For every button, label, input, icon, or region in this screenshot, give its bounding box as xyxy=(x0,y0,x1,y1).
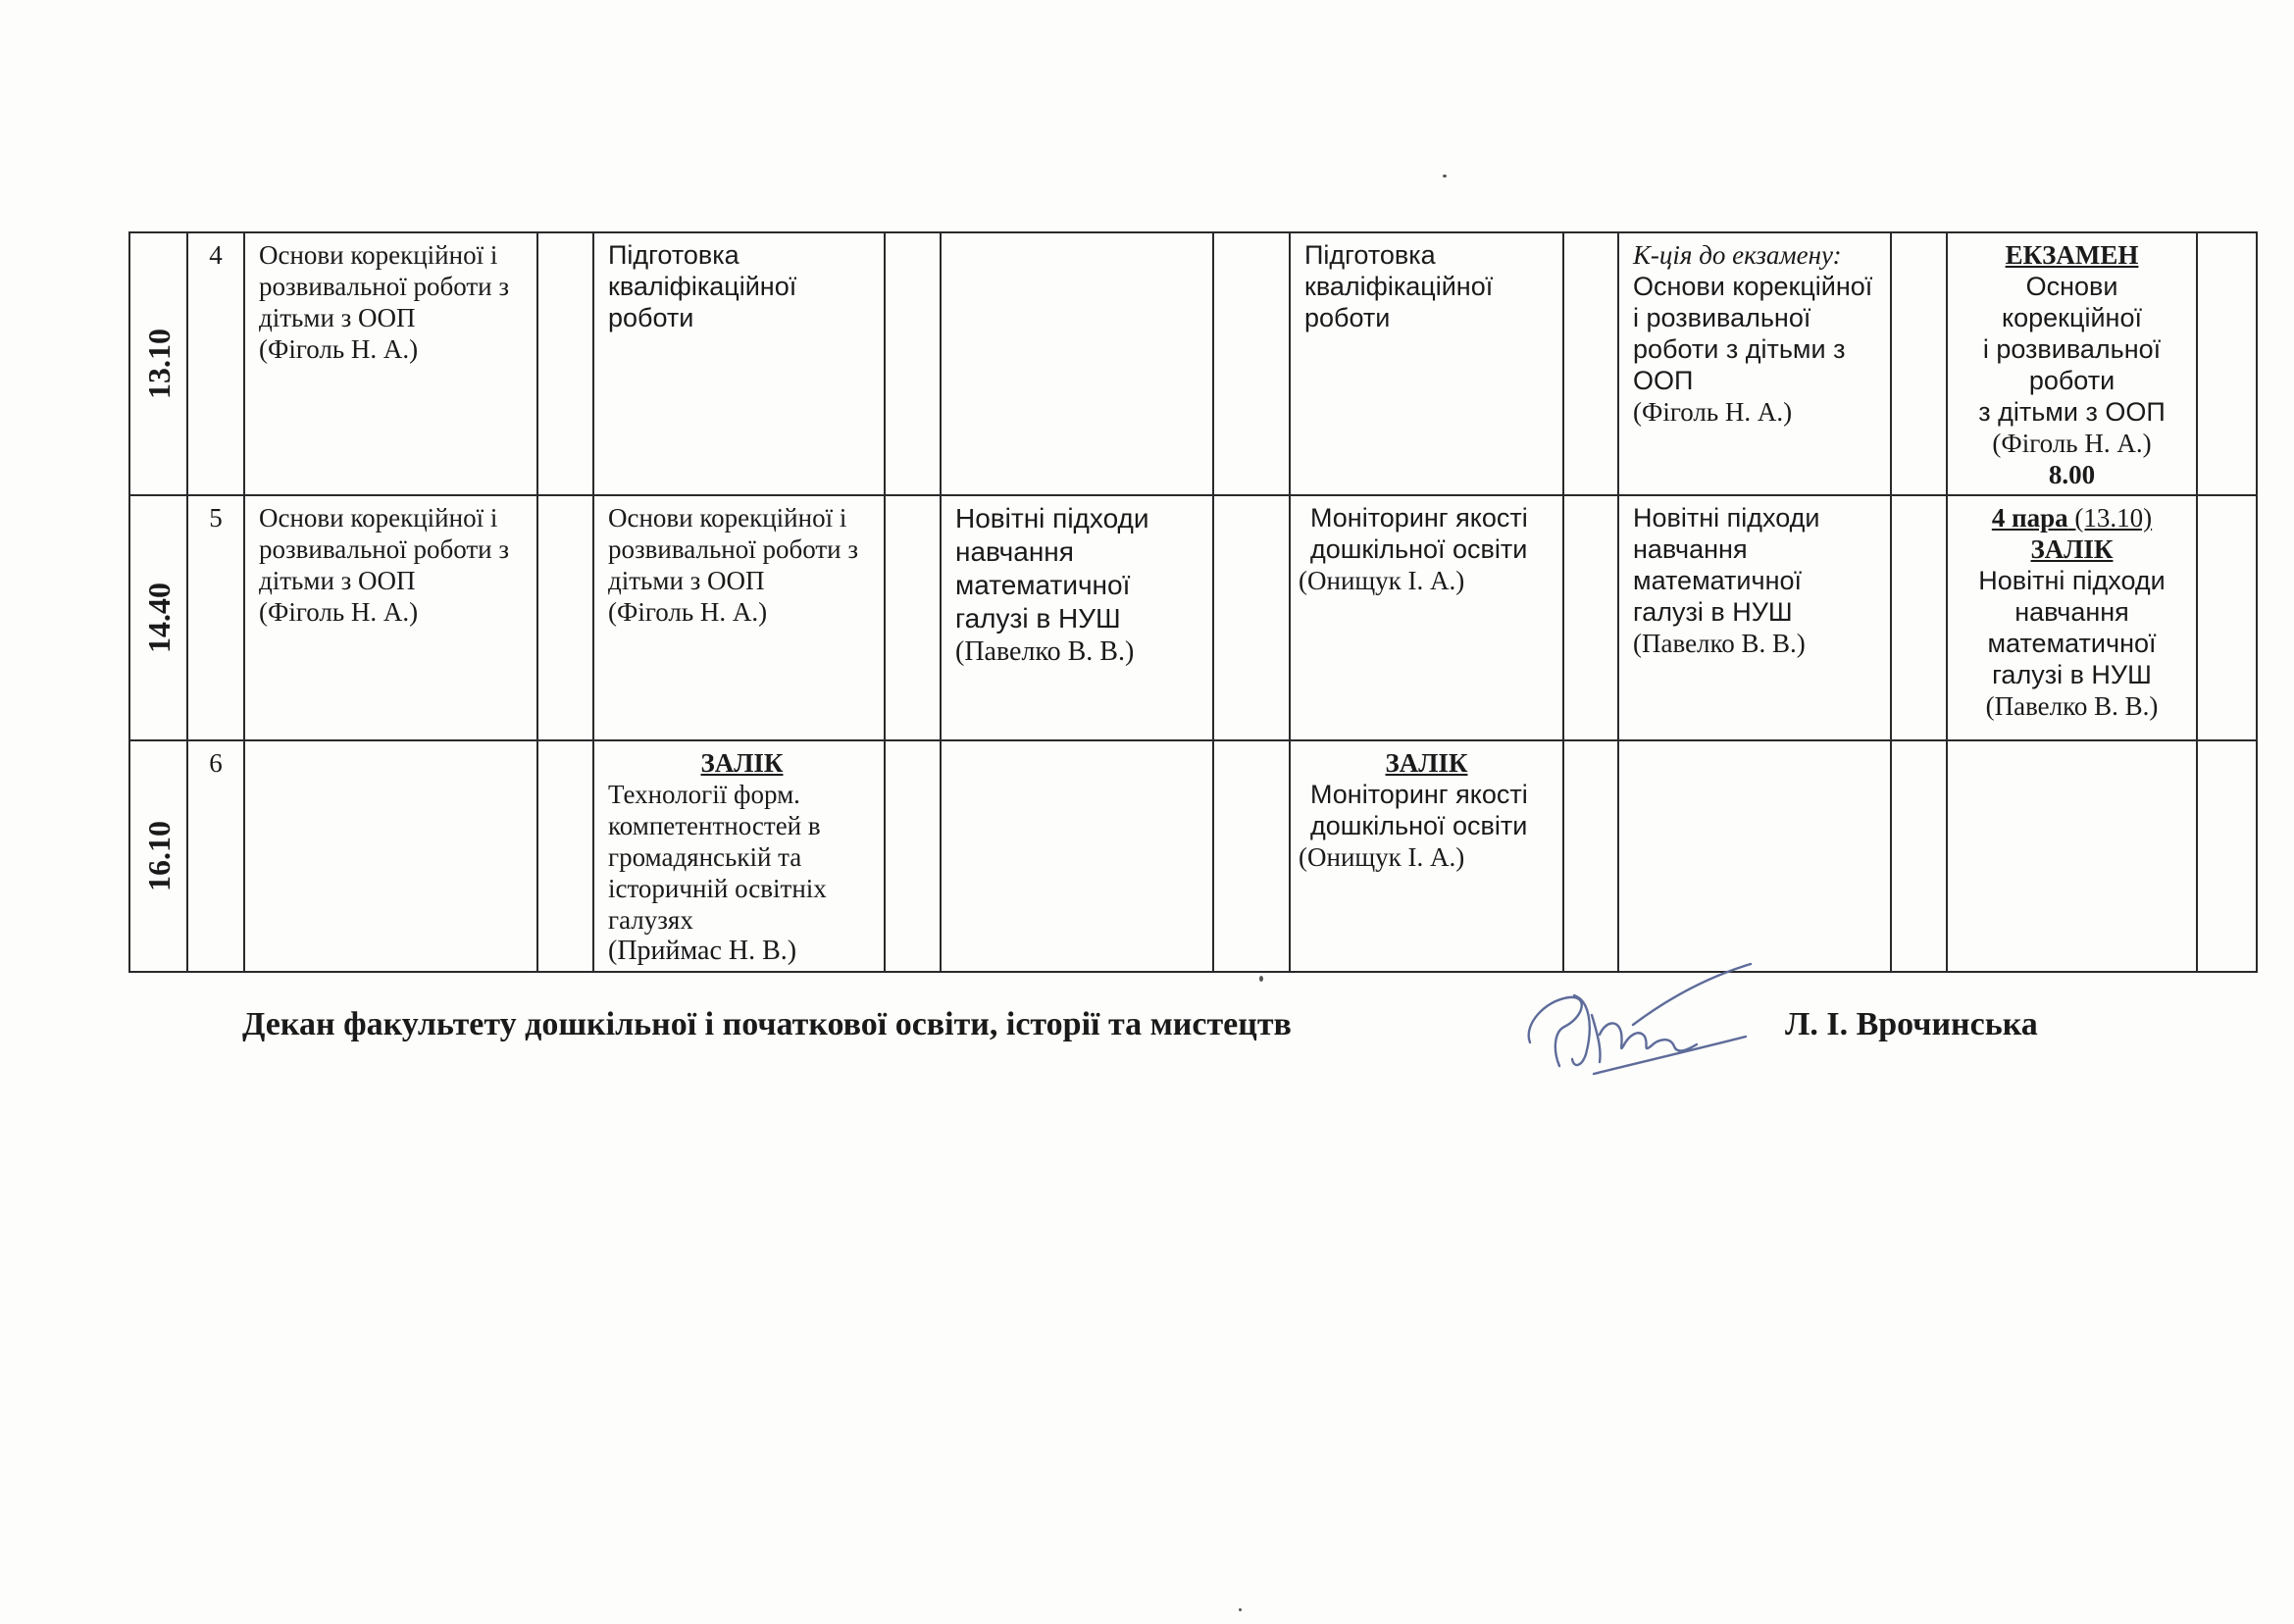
time-cell: 16.10 xyxy=(129,740,187,972)
dean-title: Декан факультету дошкільної і початкової освіти, історії та мистецтв xyxy=(242,1006,1292,1042)
empty-cell xyxy=(1563,740,1618,972)
empty-cell xyxy=(2197,232,2257,495)
pair-number: 4 xyxy=(187,232,244,495)
lesson-cell: К-ція до екзамену: Основи корекційної і розвивальної роботи з дітьми з ООП (Фіголь Н. А.) xyxy=(1618,232,1891,495)
empty-cell xyxy=(1213,495,1290,740)
pair-number: 6 xyxy=(187,740,244,972)
table-row xyxy=(129,232,2257,495)
empty-cell xyxy=(885,740,941,972)
pair-number: 5 xyxy=(187,495,244,740)
empty-cell xyxy=(537,495,593,740)
empty-cell xyxy=(2197,740,2257,972)
schedule-table xyxy=(128,231,2258,973)
empty-cell xyxy=(1891,740,1947,972)
scan-speck xyxy=(1259,976,1263,982)
table-row xyxy=(129,495,2257,740)
empty-cell xyxy=(537,232,593,495)
empty-cell xyxy=(1618,740,1891,972)
time-cell: 14.40 xyxy=(129,495,187,740)
signature-image xyxy=(1515,956,1770,1093)
empty-cell xyxy=(885,232,941,495)
lesson-cell: Основи корекційної і розвивальної роботи з дітьми з ООП (Фіголь Н. А.) xyxy=(244,495,537,740)
empty-cell xyxy=(2197,495,2257,740)
empty-cell xyxy=(1563,495,1618,740)
lesson-cell: Основи корекційної і розвивальної роботи з дітьми з ООП (Фіголь Н. А.) xyxy=(244,232,537,495)
empty-cell xyxy=(1213,232,1290,495)
empty-cell xyxy=(1947,740,2197,972)
empty-cell xyxy=(1213,740,1290,972)
scan-speck xyxy=(1239,1608,1242,1611)
empty-cell xyxy=(537,740,593,972)
lesson-cell: Новітні підходи навчання математичної галузі в НУШ (Павелко В. В.) xyxy=(941,495,1213,740)
lesson-cell: Моніторинг якості дошкільної освіти (Онищук І. А.) xyxy=(1290,495,1563,740)
empty-cell xyxy=(885,495,941,740)
lesson-cell: Підготовка кваліфікаційної роботи xyxy=(593,232,885,495)
dean-name: Л. І. Врочинська xyxy=(1785,1006,2038,1042)
table-row xyxy=(129,740,2257,972)
empty-cell xyxy=(1891,495,1947,740)
lesson-cell: Основи корекційної і розвивальної роботи з дітьми з ООП (Фіголь Н. А.) xyxy=(593,495,885,740)
lesson-cell: Підготовка кваліфікаційної роботи xyxy=(1290,232,1563,495)
exam-cell: 4 пара (13.10) ЗАЛІК Новітні підходи навчання математичної галузі в НУШ (Павелко В. В.) xyxy=(1947,495,2197,740)
lesson-cell: ЗАЛІК Моніторинг якості дошкільної освіти (Онищук І. А.) xyxy=(1290,740,1563,972)
empty-cell xyxy=(1563,232,1618,495)
lesson-cell: ЗАЛІК Технології форм. компетентностей в громадянській та історичній освітніх галузях (Приймас Н. В.) xyxy=(593,740,885,972)
lesson-cell: Новітні підходи навчання математичної галузі в НУШ (Павелко В. В.) xyxy=(1618,495,1891,740)
empty-cell xyxy=(941,740,1213,972)
exam-cell: ЕКЗАМЕН Основи корекційної і розвивальної роботи з дітьми з ООП (Фіголь Н. А.) 8.00 xyxy=(1947,232,2197,495)
time-cell: 13.10 xyxy=(129,232,187,495)
empty-cell xyxy=(1891,232,1947,495)
scan-speck xyxy=(1443,175,1447,178)
empty-cell xyxy=(244,740,537,972)
empty-cell xyxy=(941,232,1213,495)
